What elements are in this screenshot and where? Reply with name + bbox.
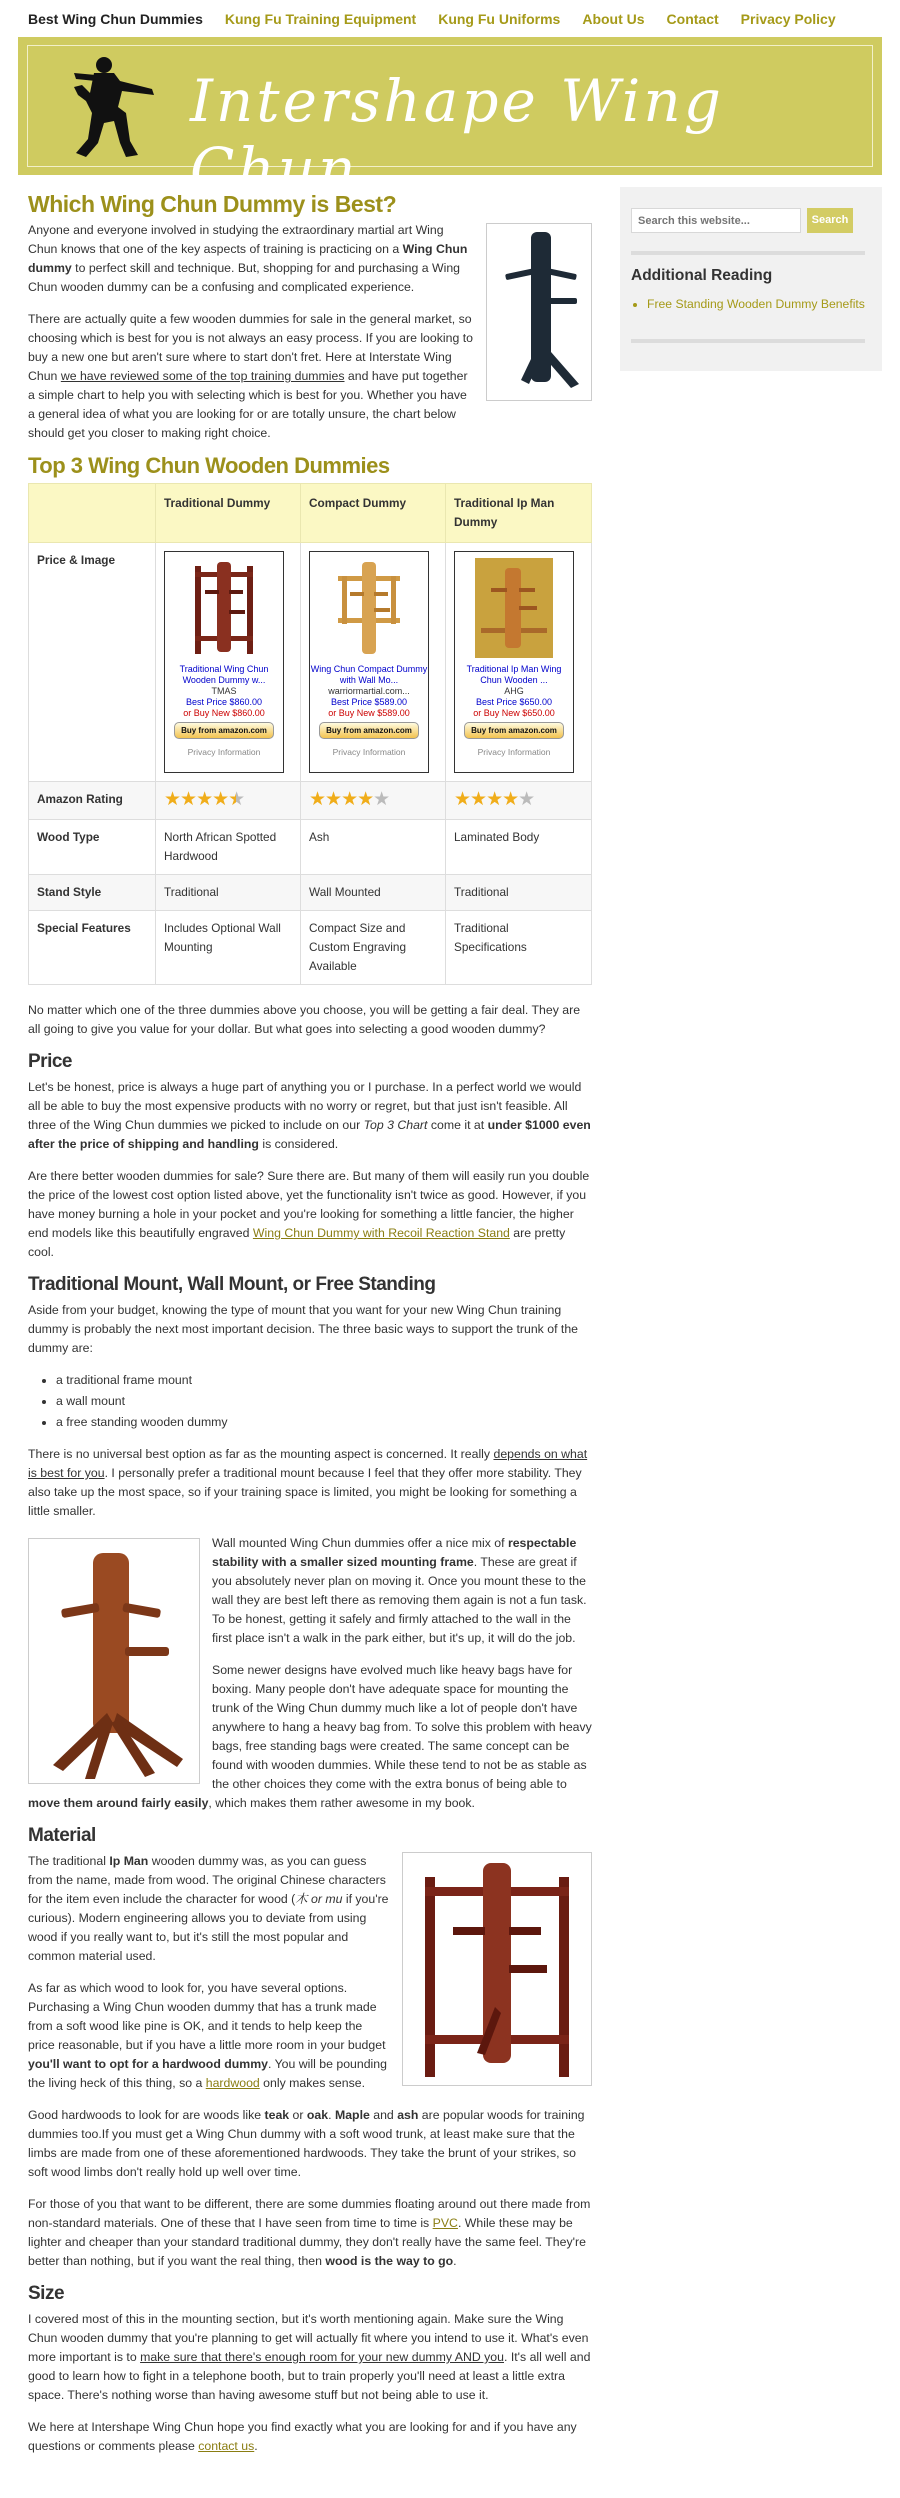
list-item: • a traditional frame mount bbox=[56, 1371, 592, 1390]
table-cell: Traditional Specifications bbox=[446, 911, 592, 985]
price-heading: Price bbox=[28, 1051, 72, 1072]
top3-heading: Top 3 Wing Chun Wooden Dummies bbox=[28, 453, 390, 478]
mat3-sep-3: and bbox=[369, 2108, 398, 2122]
star-rating-icon: ★★★★★ bbox=[164, 789, 245, 810]
comparison-table bbox=[28, 483, 592, 985]
price-text-strong: under $1000 even after the price of shipping and handling bbox=[28, 1118, 591, 1151]
buy-from-amazon-button[interactable]: Buy from amazon.com bbox=[319, 722, 419, 739]
product-widget bbox=[164, 551, 284, 773]
free-text-b: , which makes them rather awesome in my book. bbox=[208, 1796, 475, 1810]
mat3-text-b: are popular woods for training dummies too.If you must get a Wing Chun dummy with a soft wood trunk, at least make sure that the limbs are made from one of these aforementioned hardwoods. They take the brunt of your strikes, so soft wood limbs don't really hold up well over time. bbox=[28, 2108, 585, 2179]
table-cell: Includes Optional Wall Mounting bbox=[156, 911, 301, 985]
table-cell: Compact Size and Custom Engraving Available bbox=[301, 911, 446, 985]
product-widget bbox=[454, 551, 574, 773]
nav-item-about-us[interactable]: About Us bbox=[582, 11, 645, 27]
mount-paragraph-2 bbox=[28, 1445, 592, 1521]
recoil-stand-link[interactable]: Wing Chun Dummy with Recoil Reaction Stand bbox=[252, 1226, 510, 1240]
hardwood-link[interactable]: hardwood bbox=[205, 2076, 260, 2090]
table-row-special-features bbox=[29, 911, 592, 985]
product-cell bbox=[446, 543, 592, 782]
sidebar bbox=[620, 187, 882, 371]
enough-room-link[interactable]: make sure that there's enough room for your new dummy AND you bbox=[140, 2350, 504, 2364]
buy-from-amazon-button[interactable]: Buy from amazon.com bbox=[464, 722, 564, 739]
buy-new-price: or Buy New $589.00 bbox=[328, 708, 410, 718]
search-button[interactable]: Search bbox=[807, 208, 853, 233]
intro-text-a: Anyone and everyone involved in studying the extraordinary martial art Wing Chun knows that one of the key aspects of training is practicing on a bbox=[28, 223, 444, 256]
wall-text-a: Wall mounted Wing Chun dummies offer a nice mix of bbox=[212, 1536, 508, 1550]
traditional-frame-dummy-image bbox=[402, 1852, 592, 2086]
mat3-text-a: Good hardwoods to look for are woods like bbox=[28, 2108, 265, 2122]
sidebar-divider bbox=[631, 339, 865, 343]
star-rating-icon: ★★★★★ bbox=[454, 789, 535, 810]
traditional-frame-dummy-photo bbox=[407, 1857, 587, 2081]
table-cell: North African Spotted Hardwood bbox=[156, 820, 301, 875]
second-text-a: There are actually quite a few wooden dummies for sale in the general market, so choosing which is best for you is not always an easy process. If you are looking to buy a new one but aren't sure where to start don't fret. Here at Interstate Wing Chun bbox=[28, 312, 473, 383]
price-text-a: Let's be honest, price is always a huge part of anything you or I purchase. In a perfect world we would all be able to buy the most expensive products with no worry or regret, but that just isn't feasible. All three of the Wing Chun dummies we picked to include on our bbox=[28, 1080, 582, 1132]
banner-title: Intershape Wing Chun bbox=[190, 67, 724, 203]
buy-from-amazon-button[interactable]: Buy from amazon.com bbox=[174, 722, 274, 739]
rating-cell bbox=[301, 782, 446, 820]
buy-new-price: or Buy New $650.00 bbox=[473, 708, 555, 718]
table-cell: Traditional bbox=[156, 875, 301, 911]
mat4-text-a: For those of you that want to be different, there are some dummies floating around out there made from non-standard materials. One of these that I have seen from time to time is bbox=[28, 2197, 591, 2230]
product-link[interactable]: Wing Chun Compact Dummy with Wall Mo... bbox=[310, 664, 428, 685]
mat3-sep-1: or bbox=[289, 2108, 307, 2122]
wall-text-strong: respectable stability with a smaller sized mounting frame bbox=[212, 1536, 577, 1569]
table-header: Compact Dummy bbox=[301, 484, 446, 543]
product-cell bbox=[156, 543, 301, 782]
mat4-text-strong: wood is the way to go bbox=[325, 2254, 454, 2268]
wall-text-b: . These are great if you absolutely never plan on moving it. Once you mount these to the wall they are best left there as removing them again is not a fun task. To be honest, getting it safely and firmly attached to the wall in the first place isn't a walk in the park either, but it's up, it will do the job. bbox=[212, 1555, 587, 1645]
wooden-dummy-image bbox=[491, 228, 587, 396]
nav-item-privacy-policy[interactable]: Privacy Policy bbox=[740, 11, 836, 27]
product-widget bbox=[309, 551, 429, 773]
additional-reading-list bbox=[631, 295, 877, 315]
free-standing-dummy-image bbox=[28, 1538, 200, 1784]
site-title-link[interactable]: Best Wing Chun Dummies bbox=[28, 11, 203, 27]
material-heading: Material bbox=[28, 1825, 96, 1846]
mount-heading: Traditional Mount, Wall Mount, or Free Standing bbox=[28, 1274, 436, 1295]
intro-text-strong: Wing Chun dummy bbox=[28, 242, 468, 275]
mount2-text-a: There is no universal best option as far as the mounting aspect is concerned. It really bbox=[28, 1447, 494, 1461]
table-row-stand-style bbox=[29, 875, 592, 911]
search-input[interactable] bbox=[631, 208, 801, 233]
wood-maple: Maple bbox=[334, 2108, 370, 2122]
list-item bbox=[647, 295, 877, 313]
sidebar-divider bbox=[631, 251, 865, 255]
price2-text-b: are pretty cool. bbox=[28, 1226, 566, 1259]
nav-item-kung-fu-uniforms[interactable]: Kung Fu Uniforms bbox=[438, 11, 561, 27]
wood-oak: oak bbox=[306, 2108, 329, 2122]
best-price-link[interactable]: Best Price $650.00 bbox=[475, 697, 553, 707]
top-nav bbox=[0, 0, 900, 38]
table-cell: Wall Mounted bbox=[301, 875, 446, 911]
table-header: Traditional Ip Man Dummy bbox=[446, 484, 592, 543]
size-heading: Size bbox=[28, 2283, 65, 2304]
second-text-b: and have put together a simple chart to help you with selecting which is best for you. Whether you have a general idea of what you are looking for or are totally unsure, the chart below should get you closer to making right choice. bbox=[28, 369, 468, 440]
price2-text-a: Are there better wooden dummies for sale? Sure there are. But many of them will easily run you double the price of the lowest cost option listed above, yet the functionality isn't twice as good. However, if you have money burning a hole in your pocket and you're looking for something a little fancier, the higher end models like this beautifully engraved bbox=[28, 1169, 590, 1240]
star-rating-icon: ★★★★★ bbox=[309, 789, 390, 810]
table-header: Traditional Dummy bbox=[156, 484, 301, 543]
best-price-link[interactable]: Best Price $589.00 bbox=[330, 697, 408, 707]
martial-artist-silhouette-icon bbox=[68, 51, 178, 163]
table-cell: Laminated Body bbox=[446, 820, 592, 875]
main-content bbox=[28, 191, 592, 2469]
wood-ash: ash bbox=[397, 2108, 419, 2122]
table-cell: Ash bbox=[301, 820, 446, 875]
privacy-information[interactable]: Privacy Information bbox=[477, 747, 551, 757]
row-label: Amazon Rating bbox=[29, 782, 156, 820]
mat4-text-b: . While these may be lighter and cheaper than your standard traditional dummy, they don't really have the same feel. They're better than nothing, but if you want the real thing, then bbox=[28, 2216, 586, 2268]
row-label: Stand Style bbox=[29, 875, 156, 911]
mat2-text-strong: you'll want to opt for a hardwood dummy bbox=[28, 2057, 268, 2071]
table-row-rating bbox=[29, 782, 592, 820]
rating-cell bbox=[156, 782, 301, 820]
product-seller: TMAS bbox=[211, 686, 237, 696]
hero-image bbox=[486, 223, 592, 401]
compact-dummy-image[interactable] bbox=[330, 558, 408, 658]
row-label: Wood Type bbox=[29, 820, 156, 875]
product-cell bbox=[301, 543, 446, 782]
table-header-row bbox=[29, 484, 592, 543]
header-banner[interactable] bbox=[18, 37, 882, 203]
pvc-link[interactable]: PVC bbox=[432, 2216, 458, 2230]
intro-text-c: to perfect skill and technique. But, shopping for and purchasing a Wing Chun wooden dummy can be a confusing and complicated experience. bbox=[28, 261, 461, 294]
list-item: • a free standing wooden dummy bbox=[56, 1413, 592, 1432]
privacy-information[interactable]: Privacy Information bbox=[332, 747, 406, 757]
list-item: • a wall mount bbox=[56, 1392, 592, 1411]
material-paragraph-4 bbox=[28, 2195, 592, 2271]
row-label: Special Features bbox=[29, 911, 156, 985]
rating-cell bbox=[446, 782, 592, 820]
wood-teak: teak bbox=[264, 2108, 290, 2122]
table-row-wood-type bbox=[29, 820, 592, 875]
price-text-b: come it at bbox=[427, 1118, 488, 1132]
table-row-price bbox=[29, 543, 592, 782]
nav-item-contact[interactable]: Contact bbox=[666, 11, 719, 27]
page-title: Which Wing Chun Dummy is Best? bbox=[28, 191, 397, 217]
privacy-information[interactable]: Privacy Information bbox=[187, 747, 261, 757]
row-label: Price & Image bbox=[29, 543, 156, 782]
free-text-a: Some newer designs have evolved much like heavy bags have for boxing. Many people don't have adequate space for mounting the trunk of the Wing Chun dummy much like a lot of people don't have anywhere to hang a heavy bag from. To solve this problem with heavy bags, free standing bags were created. The same concept can be found with wooden dummies. While these tend to not be as stable as the other choices they come with the extra bonus of being able to bbox=[212, 1663, 592, 1791]
contact-us-link[interactable]: contact us bbox=[198, 2439, 255, 2453]
mat4-text-c: . bbox=[453, 2254, 457, 2268]
closing-text-a: We here at Intershape Wing Chun hope you find exactly what you are looking for and if you have any questions or comments please bbox=[28, 2420, 577, 2453]
mount-paragraph: Aside from your budget, knowing the type of mount that you want for your new Wing Chun training dummy is probably the next most important decision. The three basic ways to support the trunk of the dummy are: bbox=[28, 1303, 578, 1355]
mat2-text-b: . You will be pounding the living heck of this thing, so a bbox=[28, 2057, 387, 2090]
product-link[interactable]: Traditional Ip Man Wing Chun Wooden ... bbox=[466, 664, 562, 685]
mat1-text-c: if you're curious). Modern engineering allows you to deviate from using wood if you really want to, but it's still the most popular and common material used. bbox=[28, 1892, 389, 1963]
mount-list bbox=[28, 1371, 592, 1432]
traditional-dummy-image[interactable] bbox=[185, 558, 263, 658]
mat1-text-strong: Ip Man bbox=[109, 1854, 149, 1868]
price-paragraph-1 bbox=[28, 1078, 592, 1154]
best-price-link[interactable]: Best Price $860.00 bbox=[185, 697, 263, 707]
product-seller: warriormartial.com... bbox=[328, 686, 410, 696]
size-text-a: I covered most of this in the mounting section, but it's worth mentioning again. Make sure the Wing Chun wooden dummy that you're planning to get will actually fit where you intend to use it. What's even more important is to bbox=[28, 2312, 589, 2364]
mat3-sep-2: . bbox=[328, 2108, 335, 2122]
size-text-b: . It's all well and good to learn how to fight in a telephone booth, but to train properly you'll need at least a little extra space. There's nothing worse than having awesome stuff but not being able to use it. bbox=[28, 2350, 591, 2402]
size-paragraph bbox=[28, 2310, 592, 2405]
mat1-text-a: The traditional bbox=[28, 1854, 110, 1868]
mat1-text-italic: 木 or mu bbox=[295, 1892, 343, 1906]
buy-new-price: or Buy New $860.00 bbox=[183, 708, 265, 718]
material-paragraph-3 bbox=[28, 2106, 592, 2182]
free-standing-benefits-link[interactable]: Free Standing Wooden Dummy Benefits bbox=[647, 297, 865, 311]
sidebar-heading: Additional Reading bbox=[631, 267, 773, 284]
closing-paragraph bbox=[28, 2418, 592, 2456]
price-text-c: is considered. bbox=[258, 1137, 339, 1151]
mat2-text-c: only makes sense. bbox=[259, 2076, 366, 2090]
price-text-italic: Top 3 Chart bbox=[363, 1118, 428, 1132]
mat2-text-a: As far as which wood to look for, you have several options. Purchasing a Wing Chun wooden dummy that has a trunk made from a soft wood like pine is OK, and it tends to help keep the price reasonable, but if you have a little more room in your budget bbox=[28, 1981, 386, 2052]
mount2-text-b: . I personally prefer a traditional mount because I feel that they offer more stability. They also take up the most space, so if your training space is limited, you might be looking for something a little smaller. bbox=[28, 1466, 582, 1518]
mat1-text-b: wooden dummy was, as you can guess from the name, made from wood. The original Chinese characters for the item even include the character for wood ( bbox=[28, 1854, 386, 1906]
product-seller: AHG bbox=[504, 686, 524, 696]
ip-man-dummy-image[interactable] bbox=[475, 558, 553, 658]
closing-text-b: . bbox=[254, 2439, 258, 2453]
free-text-strong: move them around fairly easily bbox=[28, 1796, 209, 1810]
depends-link[interactable]: depends on what is best for you bbox=[28, 1447, 588, 1480]
price-paragraph-2 bbox=[28, 1167, 592, 1262]
reviewed-dummies-link[interactable]: we have reviewed some of the top training dummies bbox=[60, 369, 345, 383]
table-cell: Traditional bbox=[446, 875, 592, 911]
nav-item-kung-fu-training-equipment[interactable]: Kung Fu Training Equipment bbox=[224, 11, 417, 27]
product-link[interactable]: Traditional Wing Chun Wooden Dummy w... bbox=[179, 664, 269, 685]
table-header-empty bbox=[29, 484, 156, 543]
free-standing-dummy-photo bbox=[33, 1543, 195, 1779]
fair-deal-paragraph: No matter which one of the three dummies above you choose, you will be getting a fair deal. They are all going to give you value for your dollar. But what goes into selecting a good wooden dummy? bbox=[28, 1003, 581, 1036]
